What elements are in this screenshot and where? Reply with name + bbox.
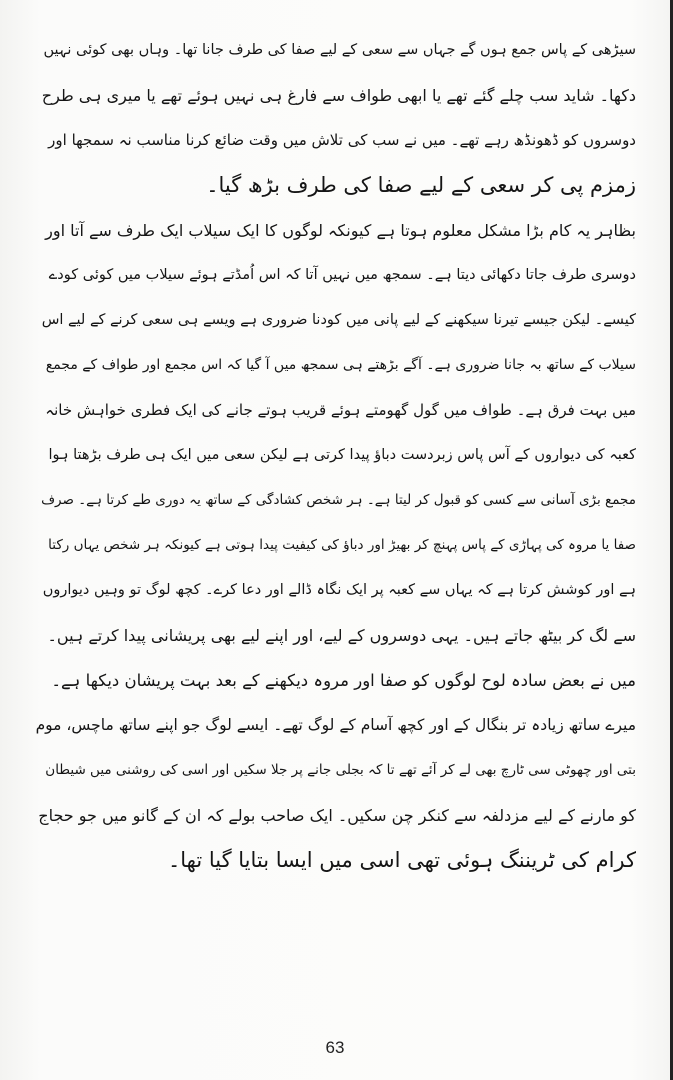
- text-line: میں بہت فرق ہے۔ طواف میں گول گھومتے ہوئے قریب ہوتے جانے کی ایک فطری خواہش خانہ: [45, 401, 636, 419]
- text-line: کو مارنے کے لیے مزدلفہ سے کنکر چن سکیں۔ ایک صاحب بولے کہ ان کے گانو میں جو حجاج: [38, 806, 636, 825]
- text-line: سے لگ کر بیٹھ جاتے ہیں۔ یہی دوسروں کے لیے، اور اپنے لیے بھی پریشانی پیدا کرتے ہیں۔: [47, 626, 636, 645]
- text-line: کعبہ کی دیواروں کے آس پاس زبردست دباؤ پیدا کرتی ہے لیکن سعی میں ایک ہی طرف بڑھتا ہوا: [48, 447, 636, 463]
- text-line: زمزم پی کر سعی کے لیے صفا کی طرف بڑھ گیا۔: [206, 173, 636, 197]
- text-line: میں نے بعض سادہ لوح لوگوں کو صفا اور مروہ دیکھنے کے بعد بہت پریشان دیکھا ہے۔: [51, 671, 636, 690]
- text-line: سیڑھی کے پاس جمع ہوں گے جہاں سے سعی کے لیے صفا کی طرف جانا تھا۔ وہاں بھی کوئی نہیں: [43, 42, 636, 58]
- text-line: مجمع بڑی آسانی سے کسی کو قبول کر لیتا ہے۔ ہر شخص کشادگی کے ساتھ یہ دوری طے کرتا ہے۔ صرف: [41, 492, 636, 508]
- text-line: میرے ساتھ زیادہ تر بنگال کے اور کچھ آسام کے لوگ تھے۔ ایسے لوگ جو اپنے ساتھ ماچس، موم: [36, 716, 636, 734]
- text-line: کرام کی ٹریننگ ہوئی تھی اسی میں ایسا بتایا گیا تھا۔: [167, 848, 636, 872]
- text-line: دکھا۔ شاید سب چلے گئے تھے یا ابھی طواف سے فارغ ہی نہیں ہوئے تھے یا میری ہی طرح: [41, 86, 636, 105]
- text-line: صفا یا مروہ کی پہاڑی کے پاس پہنچ کر بھیڑ اور دباؤ کی کیفیت پیدا ہوتی ہے کیونکہ ہر شخص یہاں رکتا: [48, 537, 636, 553]
- text-line: سیلاب کے ساتھ بہ جانا ضروری ہے۔ آگے بڑھتے ہی سمجھ میں آ گیا کہ اس مجمع اور طواف کے مجمع: [45, 357, 636, 373]
- text-line: بتی اور چھوٹی سی ٹارچ بھی لے کر آئے تھے تا کہ بجلی جانے پر جلا سکیں اور اسی کی روشنی میں شیطان: [45, 762, 636, 778]
- text-line: دوسروں کو ڈھونڈھ رہے تھے۔ میں نے سب کی تلاش میں وقت ضائع کرنا مناسب نہ سمجھا اور: [48, 131, 636, 149]
- page-number: 63: [325, 1038, 345, 1057]
- page-text: [36, 28, 636, 883]
- text-line: کیسے۔ لیکن جیسے تیرنا سیکھنے کے لیے پانی میں کودنا ضروری ہے ویسے ہی سعی کرنے کے لیے اس: [41, 312, 636, 328]
- text-line: ہے اور کوشش کرتا ہے کہ یہاں سے کعبہ پر ایک نگاہ ڈالے اور دعا کرے۔ کچھ لوگ تو وہیں دیواروں: [42, 582, 636, 598]
- text-line: دوسری طرف جاتا دکھائی دیتا ہے۔ سمجھ میں نہیں آتا کہ اس اُمڈتے ہوئے سیلاب میں کوئی کودے: [48, 267, 636, 283]
- text-line: بظاہر یہ کام بڑا مشکل معلوم ہوتا ہے کیونکہ لوگوں کا ایک سیلاب ایک طرف سے آتا اور: [45, 221, 636, 240]
